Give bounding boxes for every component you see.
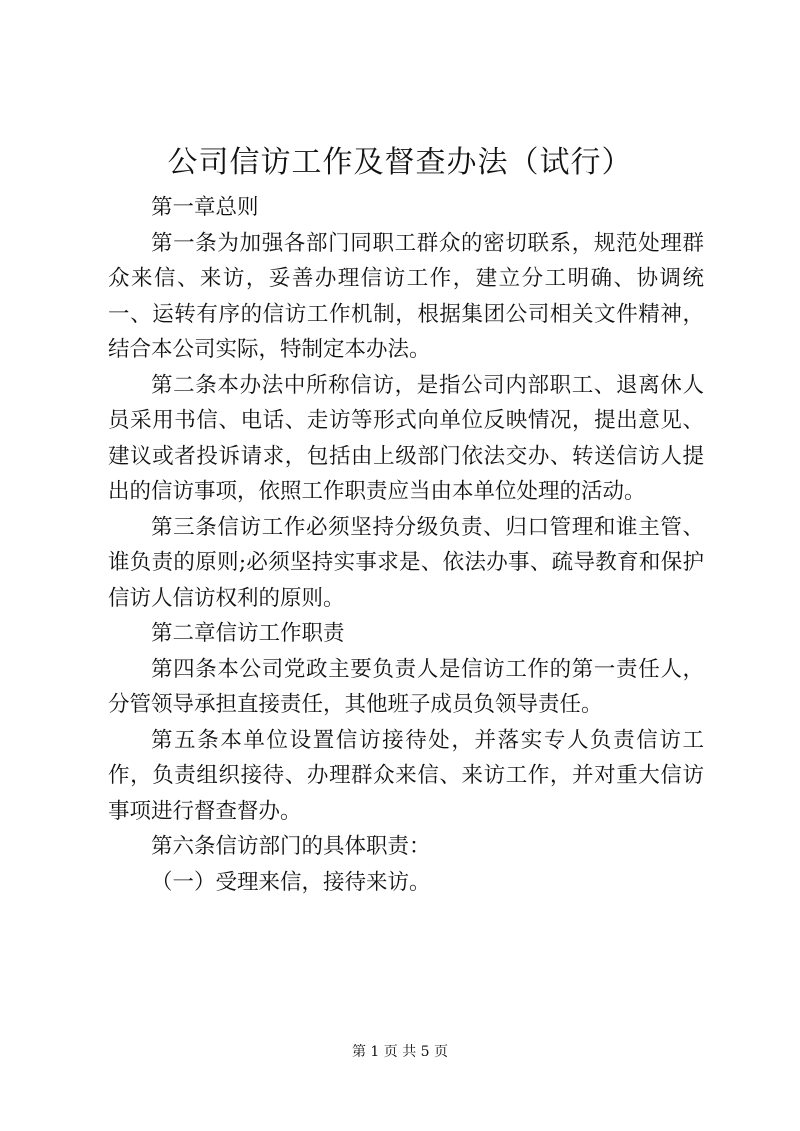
article-paragraph: 第三条信访工作必须坚持分级负责、归口管理和谁主管、谁负责的原则;必须坚持实事求是、依法办事、疏导教育和保护信访人信访权利的原则。: [108, 514, 704, 611]
document-body: [108, 190, 704, 900]
document-title: 公司信访工作及督查办法（试行）: [167, 145, 633, 180]
chapter-heading: 第二章信访工作职责: [151, 621, 345, 646]
page-number-footer: 第 1 页 共 5 页: [351, 1044, 449, 1060]
article-paragraph: 第五条本单位设置信访接待处，并落实专人负责信访工作，负责组织接待、办理群众来信、来访工作，并对重大信访事项进行督查督办。: [108, 727, 704, 824]
list-item: （一）受理来信，接待来访。: [151, 869, 431, 895]
article-paragraph: 第四条本公司党政主要负责人是信访工作的第一责任人，分管领导承担直接责任，其他班子成员负领导责任。: [108, 656, 704, 717]
chapter-heading: 第一章总则: [151, 195, 259, 220]
article-paragraph: 第六条信访部门的具体职责：: [151, 834, 431, 859]
article-paragraph: 第一条为加强各部门同职工群众的密切联系，规范处理群众来信、来访，妥善办理信访工作，建立分工明确、协调统一、运转有序的信访工作机制，根据集团公司相关文件精神，结合本公司实际，特制定本办法。: [108, 230, 704, 362]
article-paragraph: 第二条本办法中所称信访，是指公司内部职工、退离休人员采用书信、电话、走访等形式向单位反映情况，提出意见、建议或者投诉请求，包括由上级部门依法交办、转送信访人提出的信访事项，依照工作职责应当由本单位处理的活动。: [108, 372, 704, 504]
